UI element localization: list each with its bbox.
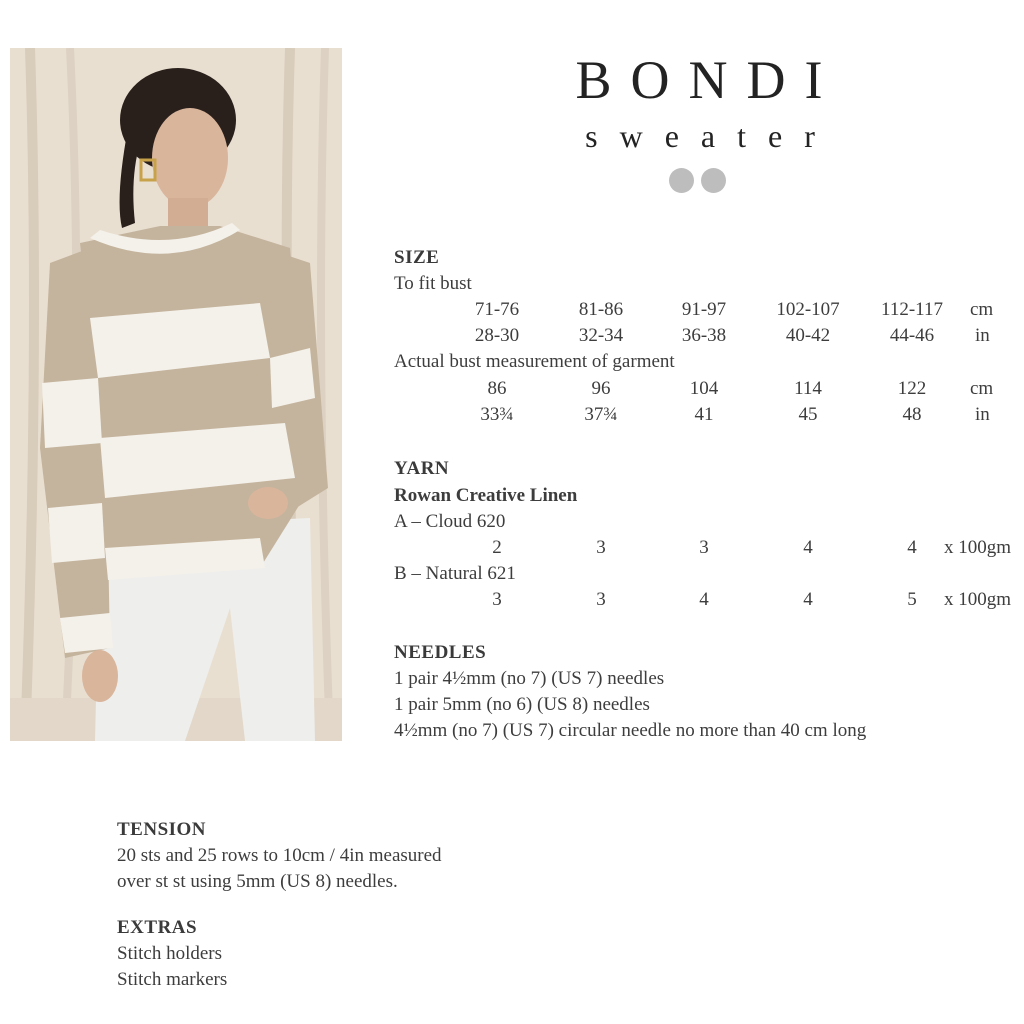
difficulty-dot <box>669 168 694 193</box>
yarn-quantity: 4 <box>803 537 813 558</box>
yarn-quantity: 3 <box>699 537 709 558</box>
size-value: 91-97 <box>681 299 727 320</box>
unit-label: cm <box>970 378 994 399</box>
size-value: 86 <box>487 378 507 399</box>
size-section <box>394 245 1024 435</box>
extras-item: Stitch markers <box>117 969 228 990</box>
yarn-quantity: 4 <box>803 589 813 610</box>
tension-line: 20 sts and 25 rows to 10cm / 4in measured <box>117 845 442 866</box>
needle-line: 1 pair 4½mm (no 7) (US 7) needles <box>394 668 665 689</box>
actual-cm-row <box>394 376 1024 402</box>
actual-bust-label: Actual bust measurement of garment <box>394 351 675 372</box>
model-wearing-sweater-illustration <box>10 48 342 741</box>
actual-in-row <box>394 402 1024 428</box>
size-value: 102-107 <box>776 299 840 320</box>
model-photo <box>10 48 342 741</box>
yarn-b-row <box>394 587 1024 613</box>
unit-label: cm <box>970 299 994 320</box>
extras-item: Stitch holders <box>117 943 223 964</box>
size-heading: SIZE <box>394 247 440 268</box>
difficulty-dot <box>701 168 726 193</box>
size-value: 114 <box>794 378 822 399</box>
needle-line: 4½mm (no 7) (US 7) circular needle no more than 40 cm long <box>394 720 867 741</box>
size-value: 37¾ <box>584 404 618 425</box>
to-fit-in-row <box>394 323 1024 349</box>
yarn-brand: Rowan Creative Linen <box>394 485 578 506</box>
pattern-title: BONDI <box>575 50 842 110</box>
pattern-subtitle: sweater <box>585 118 837 154</box>
size-value: 96 <box>591 378 611 399</box>
yarn-b-label: B – Natural 621 <box>394 563 516 584</box>
size-value: 44-46 <box>889 325 935 346</box>
to-fit-cm-row <box>394 297 1024 323</box>
extras-heading: EXTRAS <box>117 917 198 938</box>
needles-heading: NEEDLES <box>394 642 487 663</box>
yarn-quantity: 3 <box>596 537 606 558</box>
yarn-a-label: A – Cloud 620 <box>394 511 506 532</box>
size-value: 40-42 <box>785 325 831 346</box>
size-value: 112-117 <box>881 299 943 320</box>
size-value: 28-30 <box>474 325 520 346</box>
needle-line: 1 pair 5mm (no 6) (US 8) needles <box>394 694 650 715</box>
size-value: 36-38 <box>681 325 727 346</box>
yarn-quantity: 4 <box>907 537 917 558</box>
yarn-quantity: 3 <box>492 589 502 610</box>
size-value: 33¾ <box>480 404 514 425</box>
to-fit-bust-label: To fit bust <box>394 273 472 294</box>
tension-line: over st st using 5mm (US 8) needles. <box>117 871 398 892</box>
yarn-quantity: 4 <box>699 589 709 610</box>
size-value: 81-86 <box>578 299 624 320</box>
size-value: 71-76 <box>474 299 520 320</box>
yarn-quantity: 2 <box>492 537 502 558</box>
yarn-section <box>394 456 1024 616</box>
size-value: 48 <box>902 404 922 425</box>
tension-heading: TENSION <box>117 819 207 840</box>
size-value: 45 <box>798 404 818 425</box>
yarn-a-row <box>394 535 1024 561</box>
yarn-quantity: 5 <box>907 589 917 610</box>
needles-section <box>394 640 1014 744</box>
yarn-heading: YARN <box>394 458 450 479</box>
unit-label: in <box>975 325 990 346</box>
size-value: 32-34 <box>578 325 624 346</box>
size-value: 104 <box>689 378 719 399</box>
unit-label: x 100gm <box>944 589 1012 610</box>
tension-section <box>117 817 537 895</box>
unit-label: x 100gm <box>944 537 1012 558</box>
extras-section <box>117 915 417 993</box>
unit-label: in <box>975 404 990 425</box>
size-value: 122 <box>897 378 927 399</box>
yarn-quantity: 3 <box>596 589 606 610</box>
size-value: 41 <box>694 404 714 425</box>
